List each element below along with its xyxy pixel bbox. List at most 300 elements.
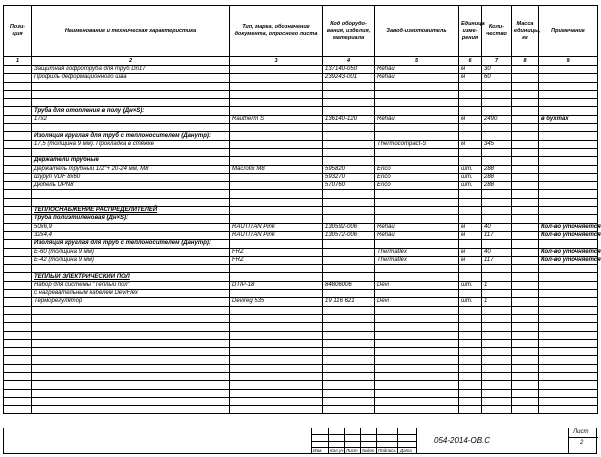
table-cell (4, 406, 32, 414)
table-cell (375, 348, 459, 356)
table-cell (230, 132, 323, 140)
table-cell (4, 389, 32, 397)
table-cell: 593270 (323, 173, 375, 181)
table-cell (512, 132, 539, 140)
table-cell (4, 66, 32, 74)
table-cell (32, 348, 230, 356)
table-cell (539, 66, 598, 74)
table-cell (230, 66, 323, 74)
table-cell (459, 265, 482, 273)
table-cell (32, 389, 230, 397)
table-cell: с нагревательным кабелем DeviFlex (32, 290, 230, 298)
table-cell (375, 82, 459, 90)
table-row (4, 306, 598, 314)
table-cell: Devi (375, 298, 459, 306)
table-cell: Труба для отопления в полу (Дн×S): (32, 107, 230, 115)
table-cell (482, 198, 512, 206)
table-cell (323, 107, 375, 115)
table-cell (323, 248, 375, 256)
table-cell: 19 116 621 (323, 298, 375, 306)
table-cell (459, 331, 482, 339)
table-cell (230, 198, 323, 206)
table-cell (32, 198, 230, 206)
table-cell (4, 190, 32, 198)
table-cell (512, 140, 539, 148)
table-cell (459, 157, 482, 165)
column-header: Код оборудо-вания, изделия, материала (323, 6, 375, 57)
column-header: Единица изме-рения (459, 6, 482, 57)
table-cell (512, 190, 539, 198)
stamp-label: Дата (400, 448, 412, 453)
table-cell (482, 323, 512, 331)
table-cell: Rautherm S (230, 115, 323, 123)
column-number: 7 (482, 57, 512, 66)
table-cell (32, 356, 230, 364)
table-row (4, 107, 598, 115)
table-cell: ТЕПЛОСНАБЖЕНИЕ РАСПРЕДЕЛИТЕЛЕЙ (32, 207, 230, 215)
table-cell (512, 389, 539, 397)
column-header: Наименование и техническая характеристика (32, 6, 230, 57)
table-cell (323, 265, 375, 273)
table-cell (459, 323, 482, 331)
table-cell (323, 148, 375, 156)
table-cell (539, 240, 598, 248)
table-cell (459, 381, 482, 389)
table-cell (512, 182, 539, 190)
table-row (4, 248, 598, 256)
table-cell (4, 124, 32, 132)
table-cell: 40 (482, 248, 512, 256)
table-cell (482, 314, 512, 322)
table-cell: Rehau (375, 66, 459, 74)
table-cell: Devireg 535 (230, 298, 323, 306)
table-cell (539, 314, 598, 322)
table-cell (230, 290, 323, 298)
table-cell (539, 265, 598, 273)
table-cell (512, 273, 539, 281)
table-cell: Thermaflex (375, 248, 459, 256)
table-cell (32, 148, 230, 156)
table-row (4, 148, 598, 156)
table-cell: 130592-006 (323, 223, 375, 231)
title-block (3, 428, 597, 454)
table-cell: Кол-во уточняется (539, 223, 598, 231)
table-cell (482, 356, 512, 364)
table-cell (375, 406, 459, 414)
table-cell (375, 148, 459, 156)
table-row (4, 381, 598, 389)
table-cell (32, 364, 230, 372)
table-cell (512, 298, 539, 306)
table-cell: 345 (482, 140, 512, 148)
table-cell (482, 240, 512, 248)
table-cell (375, 190, 459, 198)
table-row (4, 240, 598, 248)
table-cell (539, 290, 598, 298)
table-row (4, 281, 598, 289)
table-cell (459, 99, 482, 107)
table-row (4, 215, 598, 223)
column-header: Тип, марка, обозначение документа, опросного листа (230, 6, 323, 57)
table-cell: Rehau (375, 223, 459, 231)
table-cell (375, 273, 459, 281)
table-cell: Труба полиэтиленовая (Дн×S): (32, 215, 230, 223)
table-cell (459, 339, 482, 347)
table-cell (375, 314, 459, 322)
table-cell (459, 406, 482, 414)
table-cell (459, 198, 482, 206)
table-cell (482, 265, 512, 273)
table-cell (230, 273, 323, 281)
table-cell (323, 381, 375, 389)
table-row (4, 348, 598, 356)
table-cell (539, 306, 598, 314)
table-cell (539, 148, 598, 156)
table-cell (4, 215, 32, 223)
table-cell (539, 372, 598, 380)
table-cell (482, 99, 512, 107)
table-cell (323, 339, 375, 347)
stamp-label: Лист (346, 448, 358, 453)
table-cell (539, 124, 598, 132)
table-cell (512, 356, 539, 364)
table-cell (323, 331, 375, 339)
table-row (4, 198, 598, 206)
table-cell (230, 82, 323, 90)
table-cell (482, 339, 512, 347)
table-cell (482, 132, 512, 140)
column-header: Примечание (539, 6, 598, 57)
table-cell (4, 140, 32, 148)
table-cell: Кол-во уточняется (539, 231, 598, 239)
table-cell: ТЕПЛЫЙ ЭЛЕКТРИЧЕСКИЙ ПОЛ (32, 273, 230, 281)
table-cell (482, 397, 512, 405)
table-cell (375, 356, 459, 364)
table-cell (539, 298, 598, 306)
document-number: 054-2014-ОВ.С (434, 436, 491, 445)
table-row (4, 157, 598, 165)
sheet-label: Лист (573, 429, 589, 435)
table-cell: Кол-во уточняется (539, 248, 598, 256)
table-cell (230, 314, 323, 322)
table-cell (375, 124, 459, 132)
table-cell (512, 290, 539, 298)
table-row (4, 165, 598, 173)
table-cell: м (459, 74, 482, 82)
table-cell (375, 389, 459, 397)
table-cell (482, 389, 512, 397)
column-number-row (4, 57, 598, 66)
table-cell: 32x4,4 (32, 231, 230, 239)
table-cell (375, 290, 459, 298)
table-cell: 60 (482, 74, 512, 82)
table-cell (539, 90, 598, 98)
table-cell (4, 265, 32, 273)
table-cell (512, 107, 539, 115)
table-cell (512, 331, 539, 339)
table-cell: Erico (375, 182, 459, 190)
stamp-label: Подпись (378, 448, 396, 453)
header-row (4, 6, 598, 57)
column-number: 1 (4, 57, 32, 66)
stamp-label: №док (362, 448, 374, 453)
table-cell (539, 348, 598, 356)
table-cell (323, 364, 375, 372)
table-row (4, 406, 598, 414)
table-cell: 2490 (482, 115, 512, 123)
table-cell (230, 265, 323, 273)
table-cell (539, 331, 598, 339)
table-cell (512, 165, 539, 173)
table-cell: Devi (375, 281, 459, 289)
table-cell (32, 406, 230, 414)
table-cell (459, 314, 482, 322)
table-cell: 595820 (323, 165, 375, 173)
table-row (4, 364, 598, 372)
table-cell (539, 273, 598, 281)
table-cell (4, 223, 32, 231)
table-cell: Erico (375, 173, 459, 181)
table-cell (512, 265, 539, 273)
table-cell (539, 215, 598, 223)
table-cell: FRZ (230, 256, 323, 264)
table-cell: м (459, 248, 482, 256)
table-row (4, 74, 598, 82)
table-cell (459, 190, 482, 198)
table-cell: 136140-120 (323, 115, 375, 123)
table-row (4, 66, 598, 74)
table-cell (539, 132, 598, 140)
table-cell (512, 372, 539, 380)
table-cell (482, 215, 512, 223)
table-row (4, 265, 598, 273)
table-cell (459, 364, 482, 372)
table-cell (323, 157, 375, 165)
table-cell (4, 99, 32, 107)
table-cell (230, 148, 323, 156)
table-cell (323, 314, 375, 322)
table-cell (459, 240, 482, 248)
table-cell (482, 306, 512, 314)
table-cell (4, 356, 32, 364)
table-cell (230, 74, 323, 82)
table-cell (4, 323, 32, 331)
table-cell (32, 99, 230, 107)
table-cell (323, 356, 375, 364)
table-cell (512, 281, 539, 289)
table-cell: FRZ (230, 248, 323, 256)
table-cell (539, 82, 598, 90)
table-cell (230, 207, 323, 215)
table-cell: м (459, 256, 482, 264)
table-cell (375, 207, 459, 215)
table-cell (512, 157, 539, 165)
table-cell (459, 215, 482, 223)
table-cell (4, 290, 32, 298)
table-cell (230, 364, 323, 372)
table-cell (512, 240, 539, 248)
table-cell (482, 82, 512, 90)
table-cell (512, 115, 539, 123)
column-number: 9 (539, 57, 598, 66)
table-cell (230, 182, 323, 190)
table-row (4, 132, 598, 140)
table-cell: RAUTITAN Pink (230, 223, 323, 231)
table-cell (539, 406, 598, 414)
table-cell (539, 339, 598, 347)
table-row (4, 389, 598, 397)
table-cell: Кол-во уточняется (539, 256, 598, 264)
table-cell (375, 306, 459, 314)
table-cell (459, 372, 482, 380)
table-cell (375, 372, 459, 380)
table-cell (323, 389, 375, 397)
table-cell: 117 (482, 256, 512, 264)
table-cell (230, 339, 323, 347)
table-cell (539, 74, 598, 82)
table-cell (375, 240, 459, 248)
column-header: Коли-чество (482, 6, 512, 57)
table-cell (230, 306, 323, 314)
table-cell (4, 306, 32, 314)
table-cell (4, 331, 32, 339)
table-cell (512, 215, 539, 223)
sheet-number: 2 (580, 440, 584, 446)
table-cell: Изоляция круглая для труб с теплоносителем (Данутр): (32, 240, 230, 248)
column-number: 8 (512, 57, 539, 66)
table-cell (323, 215, 375, 223)
table-cell (230, 397, 323, 405)
table-cell (230, 240, 323, 248)
table-cell (512, 223, 539, 231)
table-cell: Rehau (375, 231, 459, 239)
table-cell (4, 372, 32, 380)
table-row (4, 314, 598, 322)
table-cell (32, 265, 230, 273)
table-cell: Дюбель UPN8 (32, 182, 230, 190)
table-cell (459, 389, 482, 397)
table-cell (230, 215, 323, 223)
table-cell (4, 256, 32, 264)
table-cell (482, 372, 512, 380)
table-cell (512, 306, 539, 314)
table-cell (539, 281, 598, 289)
table-cell (539, 182, 598, 190)
column-header: Пози-ция (4, 6, 32, 57)
table-cell (375, 132, 459, 140)
table-cell (4, 240, 32, 248)
table-cell (459, 290, 482, 298)
table-cell (32, 314, 230, 322)
table-cell (323, 82, 375, 90)
table-cell (375, 265, 459, 273)
column-number: 5 (375, 57, 459, 66)
table-row (4, 124, 598, 132)
table-cell: Thermaflex (375, 256, 459, 264)
table-cell (4, 298, 32, 306)
table-cell (230, 348, 323, 356)
table-cell: м (459, 66, 482, 74)
table-cell (482, 290, 512, 298)
table-cell (4, 231, 32, 239)
table-cell (230, 389, 323, 397)
stamp-label: Кол.уч (330, 448, 344, 453)
table-cell (230, 356, 323, 364)
table-cell (323, 124, 375, 132)
stamp-label: Изм. (313, 448, 323, 453)
table-row (4, 223, 598, 231)
table-cell (482, 406, 512, 414)
table-cell (4, 148, 32, 156)
table-cell (539, 165, 598, 173)
table-cell (323, 290, 375, 298)
table-cell (230, 90, 323, 98)
table-cell: Защитная гофротруба для труб Dn17 (32, 66, 230, 74)
table-cell (482, 148, 512, 156)
table-cell (323, 323, 375, 331)
table-cell (375, 364, 459, 372)
table-cell (512, 173, 539, 181)
column-number: 4 (323, 57, 375, 66)
table-cell: шт. (459, 298, 482, 306)
table-cell (32, 124, 230, 132)
table-cell: 50x6,9 (32, 223, 230, 231)
table-cell (482, 107, 512, 115)
table-cell (230, 107, 323, 115)
table-cell: 288 (482, 182, 512, 190)
table-cell (459, 348, 482, 356)
table-cell (323, 198, 375, 206)
table-cell (512, 231, 539, 239)
table-cell: 30 (482, 66, 512, 74)
table-cell (459, 356, 482, 364)
table-cell (539, 381, 598, 389)
table-cell (4, 115, 32, 123)
table-cell (230, 157, 323, 165)
table-cell (230, 381, 323, 389)
table-cell (323, 207, 375, 215)
table-cell (323, 132, 375, 140)
table-cell (323, 256, 375, 264)
table-cell (512, 256, 539, 264)
table-cell: 17,5 (толщина 9 мм). Прокладка в стяжке (32, 140, 230, 148)
table-cell (459, 124, 482, 132)
table-cell (512, 364, 539, 372)
table-cell (32, 372, 230, 380)
table-cell: 288 (482, 173, 512, 181)
table-cell (539, 173, 598, 181)
table-cell: DTIP-18 (230, 281, 323, 289)
table-cell (539, 323, 598, 331)
table-cell (375, 339, 459, 347)
table-cell: 84806006 (323, 281, 375, 289)
table-row (4, 356, 598, 364)
table-cell (32, 90, 230, 98)
table-cell: 1 (482, 298, 512, 306)
table-cell (459, 306, 482, 314)
table-cell (512, 248, 539, 256)
table-cell (323, 140, 375, 148)
table-cell (230, 140, 323, 148)
table-cell (32, 381, 230, 389)
table-cell (539, 207, 598, 215)
table-cell (4, 364, 32, 372)
table-cell (512, 99, 539, 107)
table-cell (512, 397, 539, 405)
table-cell (4, 348, 32, 356)
table-cell (32, 190, 230, 198)
table-cell: 1 (482, 281, 512, 289)
